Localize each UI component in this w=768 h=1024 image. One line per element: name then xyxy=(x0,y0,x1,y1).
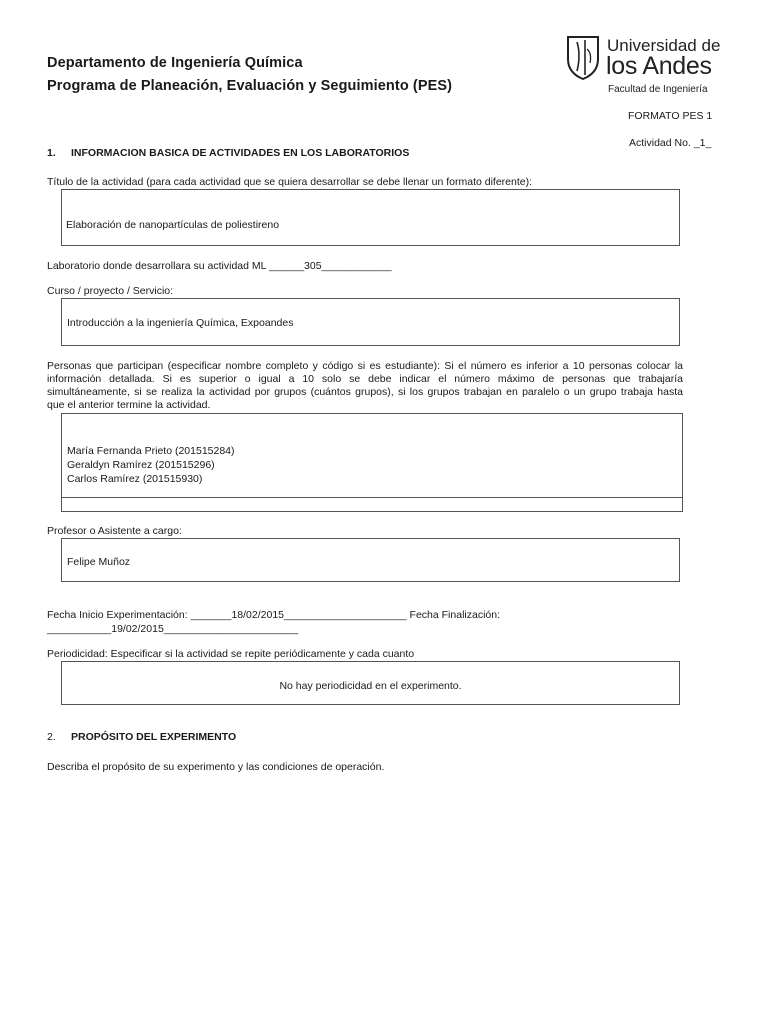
section2-title: PROPÓSITO DEL EXPERIMENTO xyxy=(71,731,237,743)
logo-name-line: los Andes xyxy=(606,52,712,80)
people-label-line: que el anterior termine la actividad. xyxy=(47,399,211,411)
people-box[interactable] xyxy=(61,413,683,512)
periodicity-label: Periodicidad: Especificar si la actividad se repite periódicamente y cada cuanto xyxy=(47,648,415,660)
activity-number: Actividad No. _1_ xyxy=(629,137,712,149)
people-label-line: información detallada. Si es superior o igual a 10 solo se debe indicar el número máximo de personas que trabajaría xyxy=(47,373,683,385)
form-code: FORMATO PES 1 xyxy=(628,110,713,122)
course-box[interactable] xyxy=(61,298,680,346)
department-title: Departamento de Ingeniería Química xyxy=(47,55,303,71)
logo-faculty-line: Facultad de Ingeniería xyxy=(608,84,708,95)
program-title: Programa de Planeación, Evaluación y Seguimiento (PES) xyxy=(47,78,453,94)
section1-title: INFORMACION BASICA DE ACTIVIDADES EN LOS LABORATORIOS xyxy=(71,147,410,159)
people-label-line: Personas que participan (especificar nombre completo y código si es estudiante): Si el número es inferior a 10 personas colocar la xyxy=(47,360,683,372)
activity-title-value: Elaboración de nanopartículas de poliestireno xyxy=(66,219,280,231)
professor-value: Felipe Muñoz xyxy=(67,556,131,568)
activity-title-label: Título de la actividad (para cada actividad que se quiera desarrollar se debe llenar un formato diferente): xyxy=(47,176,533,188)
person-entry: María Fernanda Prieto (201515284) xyxy=(67,445,235,457)
person-entry: Carlos Ramírez (201515930) xyxy=(67,473,203,485)
dates-line-2[interactable]: ___________19/02/2015_______________________ xyxy=(47,623,299,635)
activity-title-box[interactable] xyxy=(61,189,680,246)
lab-field[interactable]: Laboratorio donde desarrollara su actividad ML ______305____________ xyxy=(47,260,392,272)
section2-instruction: Describa el propósito de su experimento y las condiciones de operación. xyxy=(47,761,385,773)
people-label-line: simultáneamente, si se realiza la actividad por grupos (cuántos grupos), si los grupos trabajan en paralelo o un grupo trabaja hasta xyxy=(47,386,683,398)
section1-number: 1. xyxy=(47,147,56,159)
person-entry: Geraldyn Ramírez (201515296) xyxy=(67,459,215,471)
professor-box[interactable] xyxy=(61,538,680,582)
logo-university-line: Universidad de xyxy=(607,36,721,55)
dates-line-1[interactable]: Fecha Inicio Experimentación: _______18/02/2015_____________________ Fecha Finalización: xyxy=(47,609,501,621)
section2-number: 2. xyxy=(47,731,56,743)
shield-emblem-icon xyxy=(565,35,601,81)
professor-label: Profesor o Asistente a cargo: xyxy=(47,525,182,537)
people-label xyxy=(47,360,683,412)
course-value: Introducción a la ingeniería Química, Expoandes xyxy=(67,317,294,329)
periodicity-value: No hay periodicidad en el experimento. xyxy=(279,680,462,692)
people-box-divider xyxy=(62,497,682,498)
periodicity-box[interactable] xyxy=(61,661,680,705)
course-label: Curso / proyecto / Servicio: xyxy=(47,285,174,297)
